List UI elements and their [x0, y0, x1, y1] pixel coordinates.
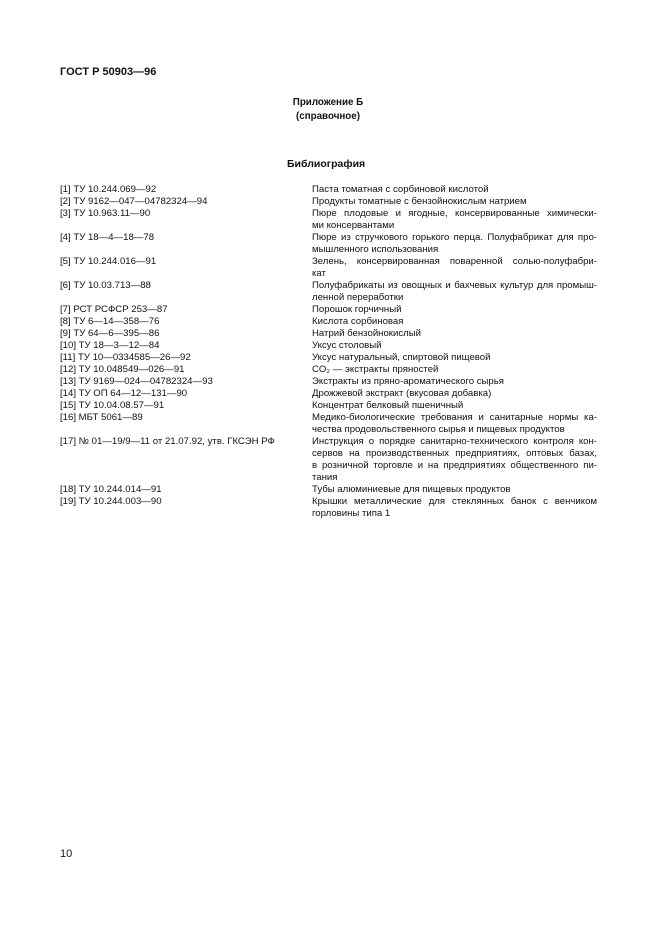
- description-line: чества продовольственного сырья и пищевых продуктов: [312, 424, 565, 435]
- entry-description: [312, 304, 597, 316]
- entry-description: [312, 184, 597, 196]
- description-line: тания: [312, 472, 338, 483]
- description-line: Уксус натуральный, спиртовой пищевой: [312, 352, 491, 363]
- description-line: Концентрат белковый пшеничный: [312, 400, 464, 411]
- entry-reference: [7] РСТ РСФСР 253—87: [60, 304, 168, 315]
- entry-description: [312, 496, 597, 520]
- bibliography-entry: [60, 280, 600, 304]
- bibliography-entry: [60, 340, 600, 352]
- entry-reference: [6] ТУ 10.03.713—88: [60, 280, 151, 291]
- description-line: CO₂ — экстракты пряностей: [312, 364, 439, 375]
- appendix-subtitle: (справочное): [296, 111, 360, 122]
- bibliography-entry: [60, 364, 600, 376]
- bibliography-entry: [60, 436, 600, 484]
- entry-reference: [4] ТУ 18—4—18—78: [60, 232, 155, 243]
- entry-reference: [16] МБТ 5061—89: [60, 412, 143, 423]
- entry-reference: [3] ТУ 10.963.11—90: [60, 208, 151, 219]
- bibliography-entry: [60, 328, 600, 340]
- bibliography-entry: [60, 484, 600, 496]
- description-line: Медико-биологические требования и санитарные нормы ка-: [312, 412, 597, 423]
- description-line: Дрожжевой экстракт (вкусовая добавка): [312, 388, 492, 399]
- entry-description: [312, 196, 597, 208]
- entry-description: [312, 256, 597, 280]
- description-line: Крышки металлические для стеклянных банок с венчиком: [312, 496, 597, 507]
- bibliography-entry: [60, 256, 600, 280]
- page-number: 10: [60, 848, 73, 860]
- bibliography-entry: [60, 352, 600, 364]
- entry-reference: [11] ТУ 10—0334585—26—92: [60, 352, 191, 363]
- entry-description: [312, 208, 597, 232]
- bibliography-entry: [60, 400, 600, 412]
- description-line: в розничной торговле и на предприятиях общественного пи-: [312, 460, 597, 471]
- description-line: мышленного использования: [312, 244, 439, 255]
- entry-reference: [1] ТУ 10.244.069—92: [60, 184, 157, 195]
- description-line: ми консервантами: [312, 220, 395, 231]
- description-line: горловины типа 1: [312, 508, 391, 519]
- entry-description: [312, 232, 597, 256]
- description-line: Экстракты из пряно-ароматического сырья: [312, 376, 504, 387]
- entry-reference: [18] ТУ 10.244.014—91: [60, 484, 162, 495]
- entry-reference: [19] ТУ 10.244.003—90: [60, 496, 162, 507]
- entry-reference: [2] ТУ 9162—047—04782324—94: [60, 196, 208, 207]
- description-line: Натрий бензойнокислый: [312, 328, 422, 339]
- entry-description: [312, 352, 597, 364]
- entry-description: [312, 484, 597, 496]
- description-line: Пюре плодовые и ягодные, консервированные химически-: [312, 208, 597, 219]
- description-line: Инструкция о порядке санитарно-технического контроля кон-: [312, 436, 597, 447]
- bibliography-entry: [60, 184, 600, 196]
- description-line: Порошок горчичный: [312, 304, 402, 315]
- description-line: Полуфабрикаты из овощных и бахчевых культур для промыш-: [312, 280, 597, 291]
- entry-description: [312, 340, 597, 352]
- appendix-title: Приложение Б: [292, 97, 364, 108]
- description-line: Уксус столовый: [312, 340, 382, 351]
- bibliography-entry: [60, 232, 600, 256]
- description-line: ленной переработки: [312, 292, 404, 303]
- entry-reference: [8] ТУ 6—14—358—76: [60, 316, 160, 327]
- bibliography-entry: [60, 412, 600, 436]
- entry-description: [312, 280, 597, 304]
- entry-description: [312, 400, 597, 412]
- entry-description: [312, 376, 597, 388]
- description-line: сервов на производственных предприятиях, оптовых базах,: [312, 448, 597, 459]
- bibliography-list: [60, 184, 600, 520]
- bibliography-entry: [60, 304, 600, 316]
- entry-reference: [17] № 01—19/9—11 от 21.07.92, утв. ГКСЭН РФ: [60, 436, 275, 447]
- entry-description: [312, 364, 597, 376]
- entry-reference: [12] ТУ 10.048549—026—91: [60, 364, 185, 375]
- entry-description: [312, 436, 597, 484]
- description-line: Кислота сорбиновая: [312, 316, 404, 327]
- bibliography-entry: [60, 376, 600, 388]
- section-title: Библиография: [287, 158, 366, 170]
- bibliography-entry: [60, 316, 600, 328]
- entry-reference: [15] ТУ 10.04.08.57—91: [60, 400, 165, 411]
- entry-reference: [13] ТУ 9169—024—04782324—93: [60, 376, 213, 387]
- description-line: кат: [312, 268, 326, 279]
- bibliography-entry: [60, 388, 600, 400]
- entry-reference: [9] ТУ 64—6—395—86: [60, 328, 160, 339]
- bibliography-entry: [60, 496, 600, 520]
- bibliography-entry: [60, 208, 600, 232]
- entry-description: [312, 316, 597, 328]
- description-line: Пюре из стручкового горького перца. Полуфабрикат для про-: [312, 232, 597, 243]
- entry-description: [312, 412, 597, 436]
- bibliography-entry: [60, 196, 600, 208]
- description-line: Паста томатная с сорбиновой кислотой: [312, 184, 489, 195]
- document-code-header: ГОСТ Р 50903—96: [60, 66, 157, 78]
- description-line: Тубы алюминиевые для пищевых продуктов: [312, 484, 511, 495]
- entry-reference: [10] ТУ 18—3—12—84: [60, 340, 160, 351]
- entry-description: [312, 388, 597, 400]
- entry-reference: [14] ТУ ОП 64—12—131—90: [60, 388, 188, 399]
- entry-description: [312, 328, 597, 340]
- description-line: Продукты томатные с бензойнокислым натрием: [312, 196, 527, 207]
- entry-reference: [5] ТУ 10.244.016—91: [60, 256, 157, 267]
- description-line: Зелень, консервированная поваренной солью-полуфабри-: [312, 256, 597, 267]
